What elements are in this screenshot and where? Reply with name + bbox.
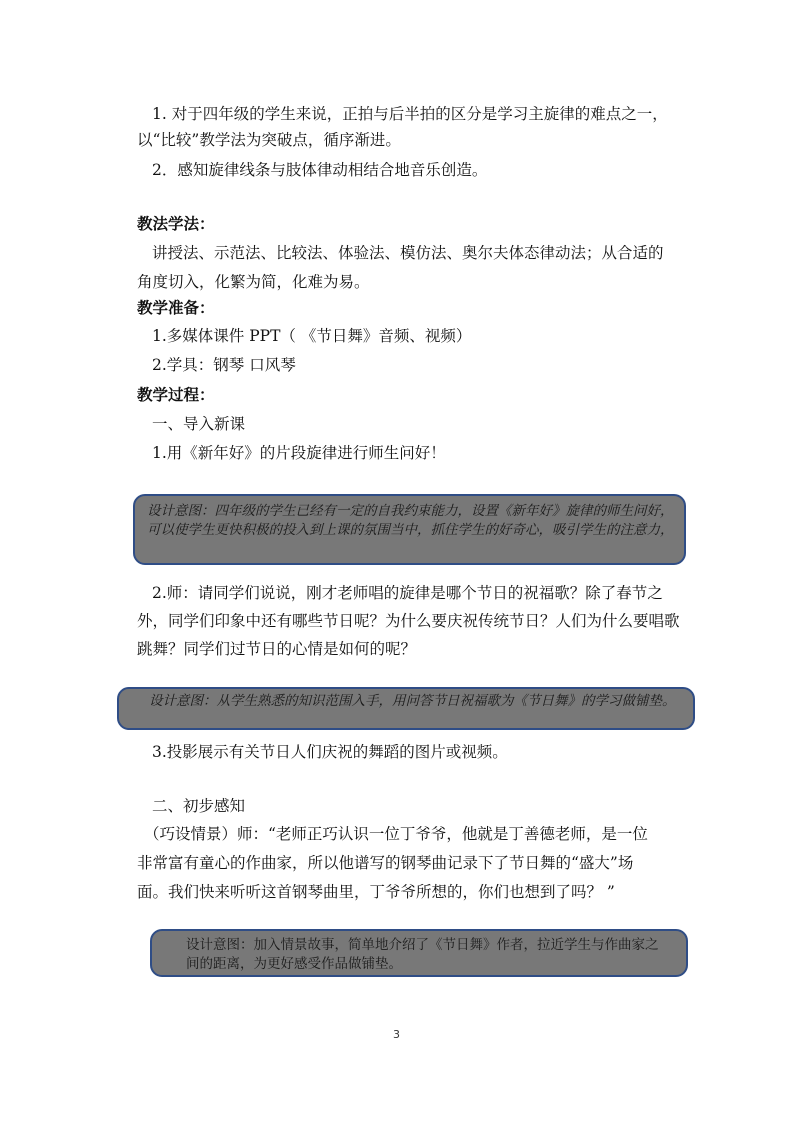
preparation-item-2: 2.学具：钢琴 口风琴 xyxy=(152,356,296,374)
note-1-line-1: 设计意图：四年级的学生已经有一定的自我约束能力，设置《新年好》旋律的师生问好， xyxy=(147,503,674,519)
methods-line-2: 角度切入，化繁为简，化难为易。 xyxy=(137,273,370,291)
step-2-line-3: 跳舞？同学们过节日的心情是如何的呢？ xyxy=(137,640,417,658)
design-intent-note-1 xyxy=(133,494,686,565)
note-3-line-2: 间的距离，为更好感受作品做铺垫。 xyxy=(186,956,402,972)
process-heading: 教学过程： xyxy=(137,385,215,404)
part-1-title: 一、导入新课 xyxy=(152,415,246,433)
design-intent-note-2 xyxy=(117,687,695,730)
design-intent-note-3 xyxy=(150,929,688,977)
note-1-line-2: 可以使学生更快积极的投入到上课的氛围当中，抓住学生的好奇心，吸引学生的注意力， xyxy=(147,522,674,538)
objective-item-1-line-1: 1. 对于四年级的学生来说，正拍与后半拍的区分是学习主旋律的难点之一， xyxy=(152,105,668,123)
part-2-line-2: 非常富有童心的作曲家，所以他谱写的钢琴曲记录下了节日舞的“盛大”场 xyxy=(137,854,634,872)
objective-item-2: 2．感知旋律线条与肢体律动相结合地音乐创造。 xyxy=(152,161,488,179)
objective-item-1-line-2: 以“比较”教学法为突破点，循序渐进。 xyxy=(137,131,401,149)
step-3: 3.投影展示有关节日人们庆祝的舞蹈的图片或视频。 xyxy=(152,743,508,761)
methods-heading: 教法学法： xyxy=(137,214,215,233)
step-2-line-2: 外，同学们印象中还有哪些节日呢？为什么要庆祝传统节日？人们为什么要唱歌 xyxy=(137,612,680,630)
preparation-heading: 教学准备： xyxy=(137,298,215,317)
step-1: 1.用《新年好》的片段旋律进行师生问好！ xyxy=(152,444,446,462)
note-2-text: 设计意图：从学生熟悉的知识范围入手，用问答节日祝福歌为《节日舞》的学习做铺垫。 xyxy=(149,693,676,709)
part-2-line-3: 面。我们快来听听这首钢琴曲里，丁爷爷所想的，你们也想到了吗？ ” xyxy=(137,883,615,901)
step-2-line-1: 2.师：请同学们说说，刚才老师唱的旋律是哪个节日的祝福歌？除了春节之 xyxy=(152,584,663,602)
page-number: 3 xyxy=(393,1028,400,1041)
part-2-line-1: （巧设情景）师：“老师正巧认识一位丁爷爷，他就是丁善德老师，是一位 xyxy=(144,825,648,843)
part-2-title: 二、初步感知 xyxy=(152,797,246,815)
preparation-item-1: 1.多媒体课件 PPT（ 《节日舞》音频、视频） xyxy=(152,327,472,345)
methods-line-1: 讲授法、示范法、比较法、体验法、模仿法、奥尔夫体态律动法；从合适的 xyxy=(152,244,664,262)
note-3-line-1: 设计意图：加入情景故事，简单地介绍了《节日舞》作者，拉近学生与作曲家之 xyxy=(186,937,659,953)
